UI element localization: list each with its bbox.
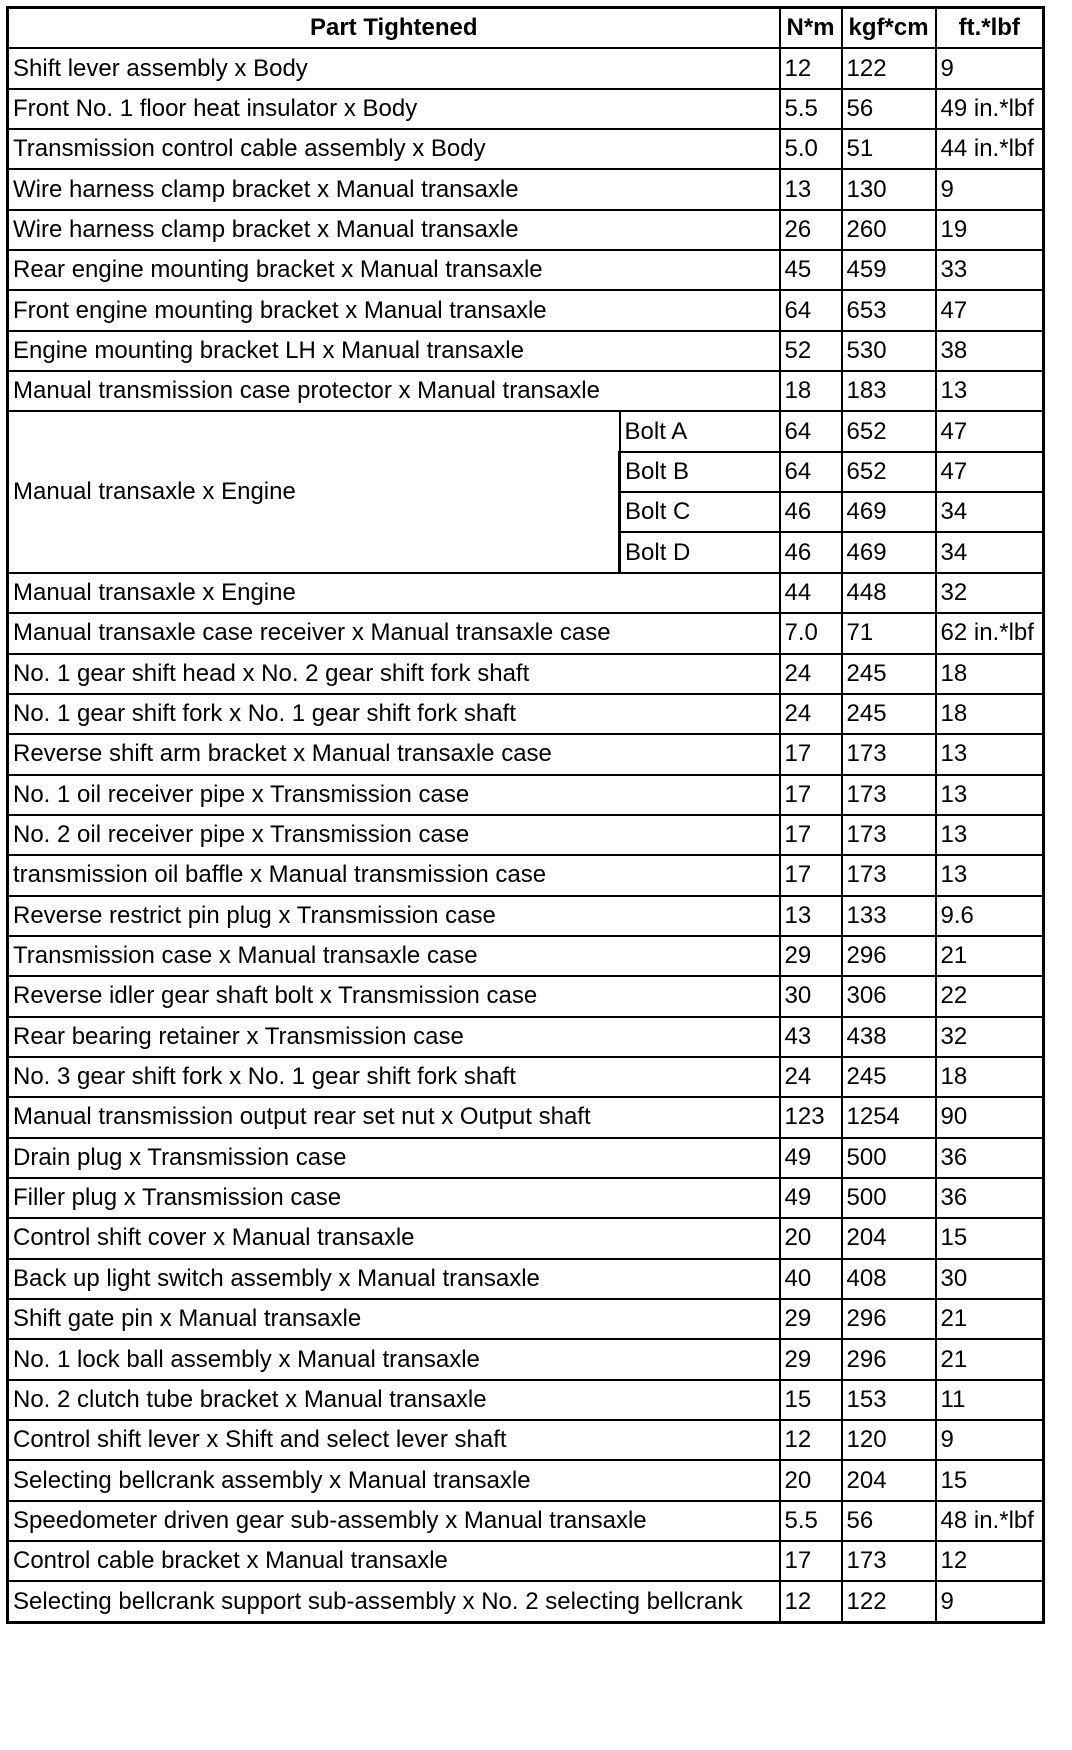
kgf-cm-cell: 122 [842, 48, 936, 88]
part-cell: Manual transmission output rear set nut x Output shaft [8, 1097, 780, 1137]
ft-lbf-cell: 21 [936, 1339, 1044, 1379]
table-row [8, 734, 1044, 774]
nm-cell: 26 [780, 210, 842, 250]
table-row [8, 1420, 1044, 1460]
ft-lbf-cell: 15 [936, 1218, 1044, 1258]
kgf-cm-cell: 71 [842, 613, 936, 653]
nm-cell: 40 [780, 1259, 842, 1299]
table-row [8, 1017, 1044, 1057]
part-cell: Back up light switch assembly x Manual transaxle [8, 1259, 780, 1299]
ft-lbf-cell: 90 [936, 1097, 1044, 1137]
nm-cell: 29 [780, 1339, 842, 1379]
table-row [8, 1299, 1044, 1339]
kgf-cm-cell: 183 [842, 371, 936, 411]
nm-cell: 24 [780, 654, 842, 694]
table-row [8, 855, 1044, 895]
ft-lbf-cell: 34 [936, 492, 1044, 532]
ft-lbf-cell: 15 [936, 1460, 1044, 1500]
kgf-cm-cell: 204 [842, 1460, 936, 1500]
table-row [8, 573, 1044, 613]
part-cell: No. 2 clutch tube bracket x Manual transaxle [8, 1380, 780, 1420]
part-cell: Manual transmission case protector x Manual transaxle [8, 371, 780, 411]
ft-lbf-cell: 18 [936, 654, 1044, 694]
table-row [8, 250, 1044, 290]
ft-lbf-cell: 44 in.*lbf [936, 129, 1044, 169]
kgf-cm-cell: 173 [842, 734, 936, 774]
ft-lbf-cell: 13 [936, 371, 1044, 411]
ft-lbf-cell: 9 [936, 48, 1044, 88]
part-cell: Manual transaxle case receiver x Manual transaxle case [8, 613, 780, 653]
kgf-cm-cell: 469 [842, 532, 936, 572]
nm-cell: 7.0 [780, 613, 842, 653]
table-row [8, 1057, 1044, 1097]
part-cell: Selecting bellcrank support sub-assembly x No. 2 selecting bellcrank [8, 1581, 780, 1622]
nm-cell: 46 [780, 492, 842, 532]
table-row [8, 1460, 1044, 1500]
ft-lbf-cell: 19 [936, 210, 1044, 250]
header-row [8, 8, 1044, 49]
kgf-cm-cell: 245 [842, 694, 936, 734]
table-row [8, 371, 1044, 411]
ft-lbf-cell: 13 [936, 734, 1044, 774]
part-cell: Control cable bracket x Manual transaxle [8, 1541, 780, 1581]
kgf-cm-cell: 130 [842, 169, 936, 209]
kgf-cm-cell: 296 [842, 1339, 936, 1379]
part-cell: Rear engine mounting bracket x Manual transaxle [8, 250, 780, 290]
nm-cell: 20 [780, 1460, 842, 1500]
nm-cell: 12 [780, 1581, 842, 1622]
part-cell: Filler plug x Transmission case [8, 1178, 780, 1218]
kgf-cm-cell: 153 [842, 1380, 936, 1420]
ft-lbf-cell: 33 [936, 250, 1044, 290]
table-row [8, 1259, 1044, 1299]
ft-lbf-cell: 22 [936, 976, 1044, 1016]
table-row [8, 613, 1044, 653]
part-cell: transmission oil baffle x Manual transmission case [8, 855, 780, 895]
kgf-cm-cell: 173 [842, 1541, 936, 1581]
ft-lbf-cell: 13 [936, 815, 1044, 855]
table-row [8, 896, 1044, 936]
table-row [8, 129, 1044, 169]
nm-cell: 64 [780, 452, 842, 492]
table-row [8, 1581, 1044, 1622]
kgf-cm-cell: 51 [842, 129, 936, 169]
kgf-cm-cell: 296 [842, 936, 936, 976]
table-row [8, 976, 1044, 1016]
nm-cell: 64 [780, 290, 842, 330]
part-cell: Front engine mounting bracket x Manual transaxle [8, 290, 780, 330]
bolt-cell: Bolt C [620, 492, 780, 532]
kgf-cm-cell: 652 [842, 452, 936, 492]
header-nm: N*m [780, 8, 842, 49]
kgf-cm-cell: 245 [842, 1057, 936, 1097]
ft-lbf-cell: 34 [936, 532, 1044, 572]
ft-lbf-cell: 21 [936, 936, 1044, 976]
ft-lbf-cell: 47 [936, 290, 1044, 330]
nm-cell: 64 [780, 411, 842, 451]
part-cell: Manual transaxle x Engine [8, 573, 780, 613]
bolt-cell: Bolt B [620, 452, 780, 492]
kgf-cm-cell: 500 [842, 1178, 936, 1218]
part-cell: Control shift lever x Shift and select lever shaft [8, 1420, 780, 1460]
ft-lbf-cell: 21 [936, 1299, 1044, 1339]
nm-cell: 5.5 [780, 89, 842, 129]
part-cell: No. 1 oil receiver pipe x Transmission case [8, 775, 780, 815]
table-row [8, 210, 1044, 250]
kgf-cm-cell: 652 [842, 411, 936, 451]
nm-cell: 52 [780, 331, 842, 371]
nm-cell: 17 [780, 855, 842, 895]
kgf-cm-cell: 56 [842, 89, 936, 129]
kgf-cm-cell: 408 [842, 1259, 936, 1299]
kgf-cm-cell: 1254 [842, 1097, 936, 1137]
part-cell: Engine mounting bracket LH x Manual transaxle [8, 331, 780, 371]
table-row [8, 654, 1044, 694]
kgf-cm-cell: 448 [842, 573, 936, 613]
kgf-cm-cell: 173 [842, 855, 936, 895]
kgf-cm-cell: 530 [842, 331, 936, 371]
table-row [8, 1218, 1044, 1258]
kgf-cm-cell: 133 [842, 896, 936, 936]
nm-cell: 45 [780, 250, 842, 290]
kgf-cm-cell: 459 [842, 250, 936, 290]
nm-cell: 17 [780, 1541, 842, 1581]
nm-cell: 17 [780, 815, 842, 855]
ft-lbf-cell: 18 [936, 1057, 1044, 1097]
part-cell: Wire harness clamp bracket x Manual transaxle [8, 169, 780, 209]
nm-cell: 17 [780, 734, 842, 774]
header-kgf-cm: kgf*cm [842, 8, 936, 49]
table-row [8, 694, 1044, 734]
part-cell: No. 1 gear shift fork x No. 1 gear shift fork shaft [8, 694, 780, 734]
part-cell: Reverse restrict pin plug x Transmission case [8, 896, 780, 936]
part-cell: Speedometer driven gear sub-assembly x Manual transaxle [8, 1501, 780, 1541]
kgf-cm-cell: 120 [842, 1420, 936, 1460]
part-cell: Selecting bellcrank assembly x Manual transaxle [8, 1460, 780, 1500]
part-cell: No. 1 gear shift head x No. 2 gear shift fork shaft [8, 654, 780, 694]
ft-lbf-cell: 36 [936, 1178, 1044, 1218]
ft-lbf-cell: 47 [936, 452, 1044, 492]
part-cell: No. 2 oil receiver pipe x Transmission case [8, 815, 780, 855]
part-cell: Shift gate pin x Manual transaxle [8, 1299, 780, 1339]
ft-lbf-cell: 18 [936, 694, 1044, 734]
nm-cell: 13 [780, 169, 842, 209]
part-cell: Transmission case x Manual transaxle case [8, 936, 780, 976]
ft-lbf-cell: 30 [936, 1259, 1044, 1299]
nm-cell: 29 [780, 936, 842, 976]
header-part-tightened: Part Tightened [8, 8, 780, 49]
nm-cell: 30 [780, 976, 842, 1016]
kgf-cm-cell: 245 [842, 654, 936, 694]
nm-cell: 123 [780, 1097, 842, 1137]
torque-specification-table [6, 6, 1045, 1624]
kgf-cm-cell: 204 [842, 1218, 936, 1258]
kgf-cm-cell: 173 [842, 815, 936, 855]
kgf-cm-cell: 173 [842, 775, 936, 815]
nm-cell: 5.5 [780, 1501, 842, 1541]
kgf-cm-cell: 653 [842, 290, 936, 330]
engine-group-part-cell: Manual transaxle x Engine [8, 411, 620, 572]
table-row [8, 1339, 1044, 1379]
nm-cell: 15 [780, 1380, 842, 1420]
ft-lbf-cell: 47 [936, 411, 1044, 451]
ft-lbf-cell: 36 [936, 1138, 1044, 1178]
table-row [8, 48, 1044, 88]
part-cell: Rear bearing retainer x Transmission case [8, 1017, 780, 1057]
table-row [8, 1178, 1044, 1218]
nm-cell: 20 [780, 1218, 842, 1258]
ft-lbf-cell: 9 [936, 1420, 1044, 1460]
nm-cell: 49 [780, 1178, 842, 1218]
kgf-cm-cell: 56 [842, 1501, 936, 1541]
table-row [8, 1138, 1044, 1178]
table-row [8, 331, 1044, 371]
nm-cell: 24 [780, 694, 842, 734]
part-cell: Control shift cover x Manual transaxle [8, 1218, 780, 1258]
nm-cell: 49 [780, 1138, 842, 1178]
kgf-cm-cell: 438 [842, 1017, 936, 1057]
table-row [8, 411, 1044, 451]
part-cell: Drain plug x Transmission case [8, 1138, 780, 1178]
ft-lbf-cell: 9 [936, 169, 1044, 209]
table-row [8, 89, 1044, 129]
table-row [8, 775, 1044, 815]
part-cell: Front No. 1 floor heat insulator x Body [8, 89, 780, 129]
nm-cell: 13 [780, 896, 842, 936]
nm-cell: 44 [780, 573, 842, 613]
nm-cell: 29 [780, 1299, 842, 1339]
kgf-cm-cell: 306 [842, 976, 936, 1016]
table-row [8, 169, 1044, 209]
table-row [8, 936, 1044, 976]
ft-lbf-cell: 32 [936, 573, 1044, 613]
ft-lbf-cell: 12 [936, 1541, 1044, 1581]
table-row [8, 1501, 1044, 1541]
table-row [8, 1380, 1044, 1420]
ft-lbf-cell: 13 [936, 775, 1044, 815]
kgf-cm-cell: 122 [842, 1581, 936, 1622]
table-row [8, 1097, 1044, 1137]
bolt-cell: Bolt A [620, 411, 780, 451]
nm-cell: 18 [780, 371, 842, 411]
ft-lbf-cell: 11 [936, 1380, 1044, 1420]
kgf-cm-cell: 469 [842, 492, 936, 532]
nm-cell: 5.0 [780, 129, 842, 169]
table-row [8, 290, 1044, 330]
ft-lbf-cell: 9.6 [936, 896, 1044, 936]
ft-lbf-cell: 9 [936, 1581, 1044, 1622]
part-cell: No. 3 gear shift fork x No. 1 gear shift fork shaft [8, 1057, 780, 1097]
nm-cell: 43 [780, 1017, 842, 1057]
nm-cell: 46 [780, 532, 842, 572]
bolt-cell: Bolt D [620, 532, 780, 572]
kgf-cm-cell: 500 [842, 1138, 936, 1178]
kgf-cm-cell: 260 [842, 210, 936, 250]
nm-cell: 24 [780, 1057, 842, 1097]
part-cell: Reverse idler gear shaft bolt x Transmission case [8, 976, 780, 1016]
ft-lbf-cell: 62 in.*lbf [936, 613, 1044, 653]
ft-lbf-cell: 48 in.*lbf [936, 1501, 1044, 1541]
part-cell: Wire harness clamp bracket x Manual transaxle [8, 210, 780, 250]
ft-lbf-cell: 32 [936, 1017, 1044, 1057]
nm-cell: 17 [780, 775, 842, 815]
ft-lbf-cell: 49 in.*lbf [936, 89, 1044, 129]
ft-lbf-cell: 13 [936, 855, 1044, 895]
table-row [8, 1541, 1044, 1581]
part-cell: Shift lever assembly x Body [8, 48, 780, 88]
header-ft-lbf: ft.*lbf [936, 8, 1044, 49]
nm-cell: 12 [780, 48, 842, 88]
part-cell: Transmission control cable assembly x Body [8, 129, 780, 169]
table-row [8, 815, 1044, 855]
part-cell: No. 1 lock ball assembly x Manual transaxle [8, 1339, 780, 1379]
kgf-cm-cell: 296 [842, 1299, 936, 1339]
nm-cell: 12 [780, 1420, 842, 1460]
ft-lbf-cell: 38 [936, 331, 1044, 371]
part-cell: Reverse shift arm bracket x Manual transaxle case [8, 734, 780, 774]
